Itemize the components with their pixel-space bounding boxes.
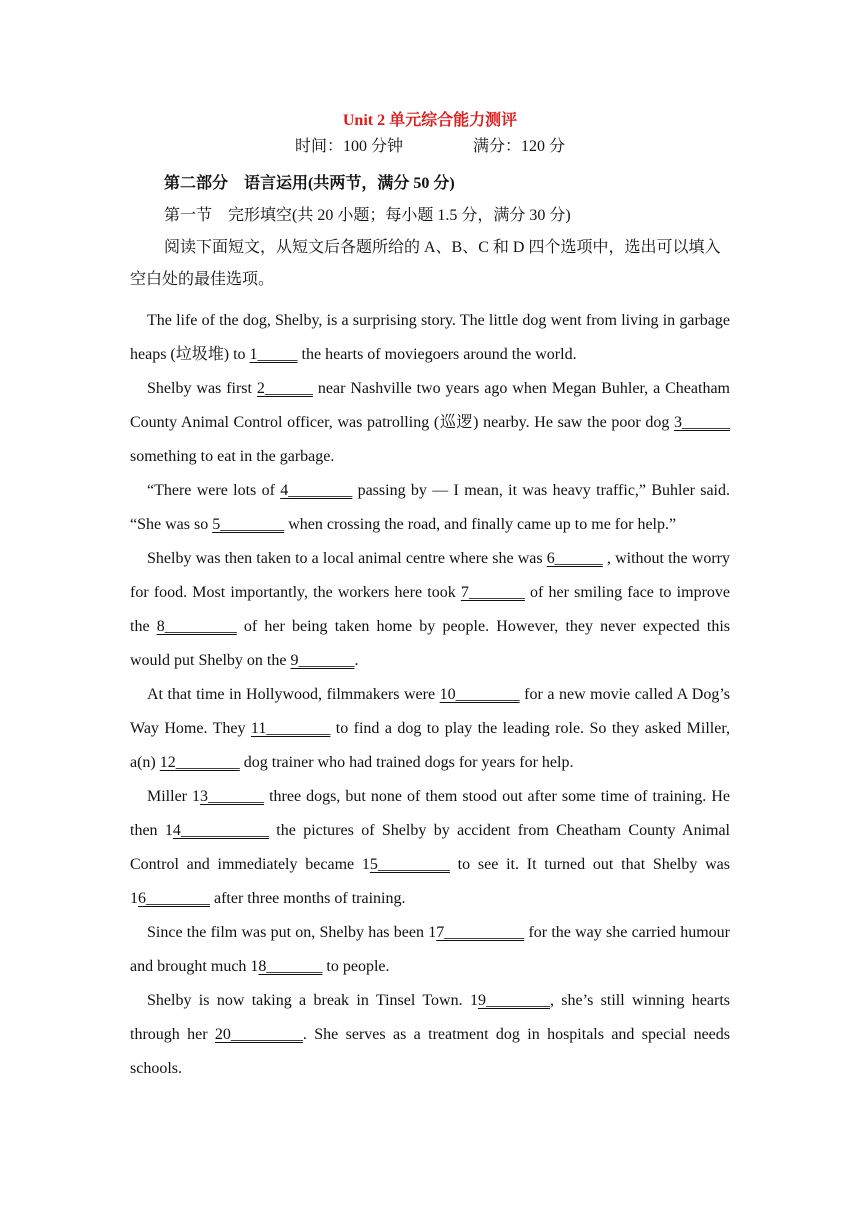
cloze-blank: 5_________ [369,856,450,873]
exam-score: 满分：120 分 [473,138,566,155]
paragraph-8: Shelby is now taking a break in Tinsel Town. 19________, she’s still winning hearts through her 20_________. She serves as a treatment dog in hospitals and special needs schools. [130,992,731,1077]
cloze-blank: 6______ [546,550,603,567]
paragraph-4: Shelby was then taken to a local animal centre where she was 6______ , without the worry for food. Most importantly, the workers here took 7_______ of her smiling face to improve the 8_________ of her being taken home by people. However, they never expected this would put Shelby on the 9_______. [130,550,731,669]
cloze-blank: 9________ [477,992,550,1009]
document-title: Unit 2 单元综合能力测评 [342,112,518,129]
paragraph-1: The life of the dog, Shelby, is a surprising story. The little dog went from living in garbage heaps (垃圾堆) to 1_____ the hearts of moviegoers around the world. [130,312,730,363]
cloze-blank: 11________ [250,720,331,737]
cloze-blank: 9_______ [290,652,355,669]
paragraph-2: Shelby was first 2______ near Nashville two years ago when Megan Buhler, a Cheatham County Animal Control officer, was patrolling (巡逻) nearby. He saw the poor dog 3______ something to eat in the garbage. [130,380,730,465]
cloze-blank: 8_______ [258,958,323,975]
exam-info [130,134,730,160]
paragraph-5: At that time in Hollywood, filmmakers were 10________ for a new movie called A Dog’s Way Home. They 11________ to find a dog to play the leading role. So they asked Miller, a(n) 12________ dog trainer who had trained dogs for years for help. [130,686,731,771]
paragraph-7: Since the film was put on, Shelby has been 17__________ for the way she carried humour and brought much 18_______ to people. [130,924,730,975]
cloze-blank: 1_____ [249,346,298,363]
cloze-blank: 5________ [212,516,285,533]
cloze-blank: 6________ [138,890,210,907]
cloze-passage [130,304,730,1086]
paragraph-3: “There were lots of 4________ passing by — I mean, it was heavy traffic,” Buhler said. “She was so 5________ when crossing the road, and finally came up to me for help.” [130,482,731,533]
cloze-blank: 3______ [674,414,730,431]
cloze-blank: 12________ [159,754,240,771]
section-heading: 第二部分 语言运用(共两节，满分 50 分) [164,175,455,192]
document-page [130,108,730,1086]
cloze-blank: 7__________ [436,924,525,941]
cloze-blank: 4________ [280,482,353,499]
cloze-blank: 4___________ [172,822,269,839]
cloze-blank: 8_________ [156,618,237,635]
cloze-blank: 2______ [256,380,313,397]
cloze-blank: 3_______ [200,788,265,805]
exam-time: 时间：100 分钟 [294,138,403,155]
paragraph-6: Miller 13_______ three dogs, but none of them stood out after some time of training. He then 14___________ the pictures of Shelby by accident from Cheatham County Animal Control and immediately became 15_________ to see it. It turned out that Shelby was 16________ after three months of training. [130,788,731,907]
cloze-blank: 7_______ [460,584,525,601]
subsection-heading: 第一节 完形填空(共 20 小题；每小题 1.5 分，满分 30 分) [164,207,571,224]
cloze-blank: 10________ [439,686,520,703]
instruction-text: 阅读下面短文，从短文后各题所给的 A、B、C 和 D 四个选项中，选出可以填入空白处的最佳选项。 [130,239,721,288]
cloze-blank: 20_________ [214,1026,303,1043]
